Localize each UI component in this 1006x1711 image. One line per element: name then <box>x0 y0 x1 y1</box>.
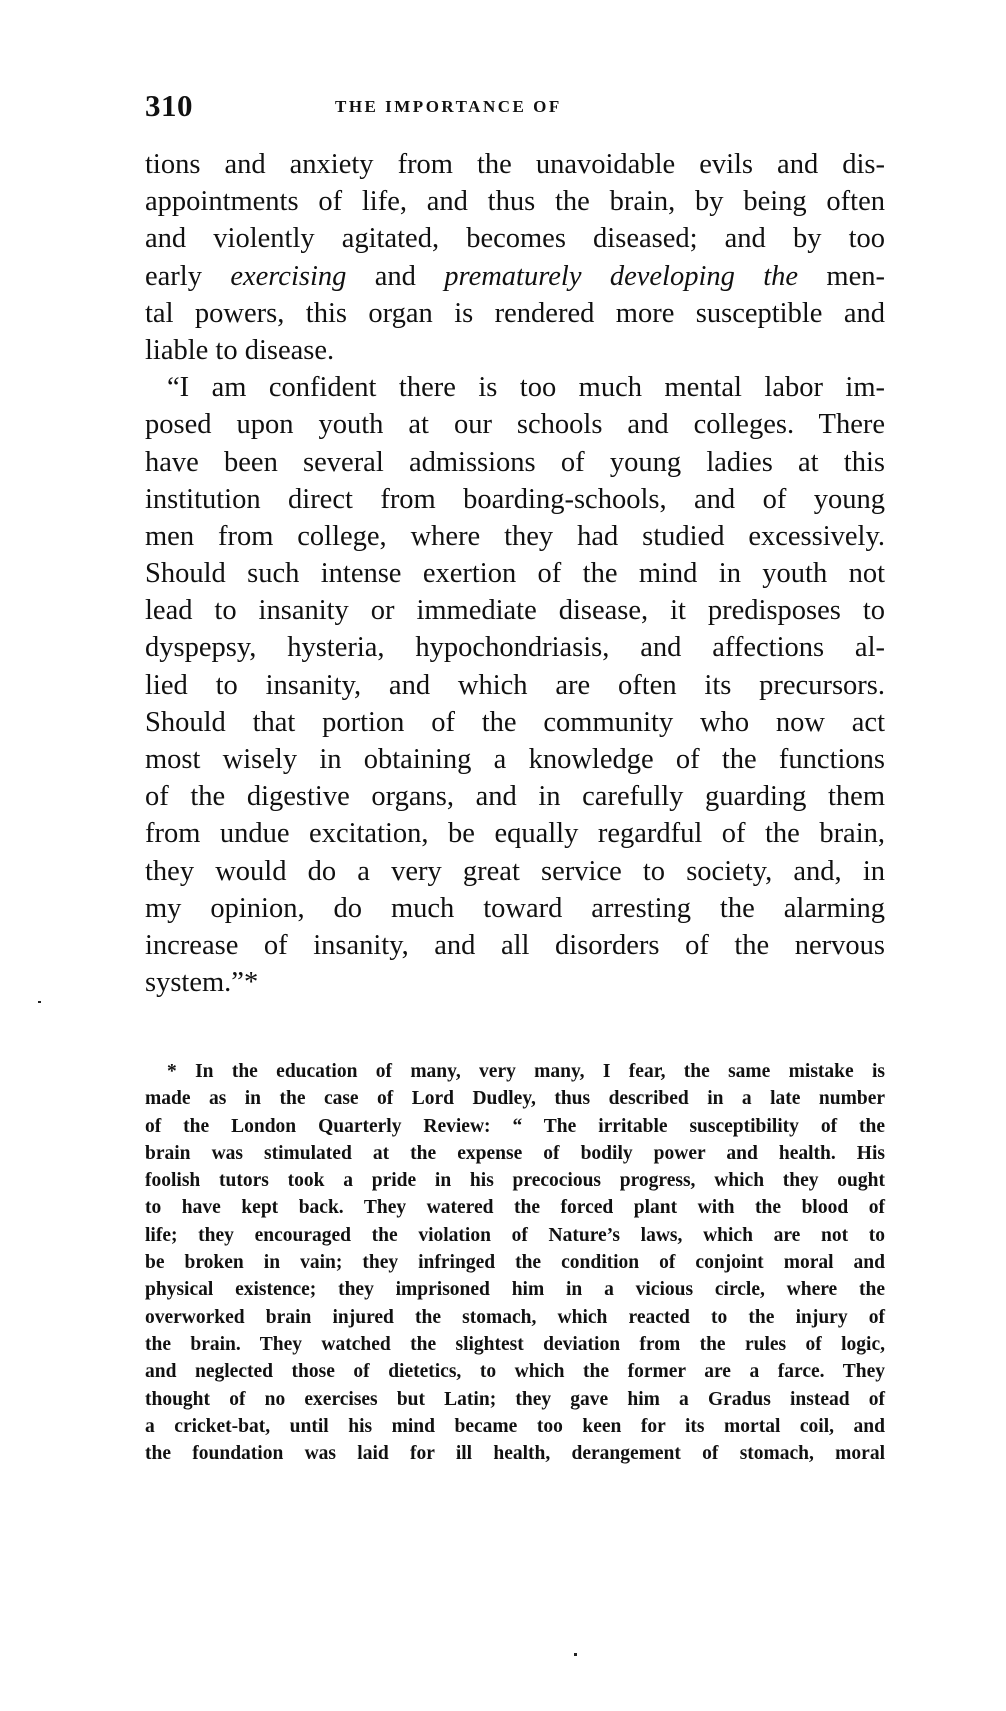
body-line: liable to disease. <box>145 334 335 366</box>
running-head <box>145 88 885 128</box>
body-line: “I am confident there is too much mental labor im- <box>167 372 885 404</box>
footnote <box>145 1058 885 1467</box>
footnote-line: life; they encouraged the violation of Nature’s laws, which are not to <box>145 1224 885 1246</box>
body-line: dyspepsy, hysteria, hypochondriasis, and affections al- <box>145 632 885 664</box>
footnote-line: of the London Quarterly Review: “ The irritable susceptibility of the <box>145 1115 885 1137</box>
body-line: they would do a very great service to society, and, in <box>145 855 885 887</box>
footnote-line: overworked brain injured the stomach, which reacted to the injury of <box>145 1306 885 1328</box>
text-run: men- <box>798 260 885 292</box>
body-line: increase of insanity, and all disorders of the nervous <box>145 929 885 961</box>
body-line: and violently agitated, becomes diseased; and by too <box>145 223 885 255</box>
footnote-line: * In the education of many, very many, I fear, the same mistake is <box>167 1061 885 1082</box>
footnote-line: brain was stimulated at the expense of bodily power and health. His <box>145 1142 885 1164</box>
body-line: posed upon youth at our schools and colleges. There <box>145 409 885 441</box>
body-line: have been several admissions of young ladies at this <box>145 446 885 478</box>
footnote-line: foolish tutors took a pride in his precocious progress, which they ought <box>145 1170 885 1192</box>
body-line: from undue excitation, be equally regardful of the brain, <box>145 818 885 850</box>
body-line: my opinion, do much toward arresting the alarming <box>145 892 885 924</box>
text-run: and <box>346 260 445 292</box>
body-line: men from college, where they had studied excessively. <box>145 520 885 552</box>
body-text <box>145 146 885 1001</box>
scan-speck <box>38 1001 41 1003</box>
body-line: of the digestive organs, and in carefully guarding them <box>145 781 885 813</box>
body-line: appointments of life, and thus the brain, by being often <box>145 186 885 218</box>
body-line: tal powers, this organ is rendered more susceptible and <box>145 297 885 329</box>
footnote-line: and neglected those of dietetics, to which the former are a farce. They <box>145 1361 885 1383</box>
body-line: lied to insanity, and which are often its precursors. <box>145 669 885 701</box>
body-line: tions and anxiety from the unavoidable evils and dis- <box>145 149 885 180</box>
footnote-line: the brain. They watched the slightest deviation from the rules of logic, <box>145 1333 885 1355</box>
footnote-line: be broken in vain; they infringed the condition of conjoint moral and <box>145 1252 885 1274</box>
footnote-line: thought of no exercises but Latin; they gave him a Gradus instead of <box>145 1388 885 1410</box>
body-line: lead to insanity or immediate disease, it predisposes to <box>145 595 885 627</box>
italic-run: exercising <box>230 260 347 292</box>
footnote-line: a cricket-bat, until his mind became too keen for its mortal coil, and <box>145 1415 885 1437</box>
footnote-line: the foundation was laid for ill health, derangement of stomach, moral <box>145 1443 885 1465</box>
italic-run: prematurely developing the <box>444 260 799 292</box>
footnote-line: physical existence; they imprisoned him in a vicious circle, where the <box>145 1279 885 1301</box>
body-line: institution direct from boarding-schools, and of young <box>145 483 885 515</box>
text-run: early <box>145 260 231 292</box>
body-line: Should such intense exertion of the mind in youth not <box>145 558 885 590</box>
body-line: system.”* <box>145 967 259 999</box>
scan-speck <box>574 1653 577 1656</box>
body-line: most wisely in obtaining a knowledge of the functions <box>145 744 885 775</box>
page-number: 310 <box>145 88 193 123</box>
body-line-italic <box>145 258 885 295</box>
footnote-line: made as in the case of Lord Dudley, thus described in a late number <box>145 1088 885 1110</box>
body-line: Should that portion of the community who now act <box>145 706 885 738</box>
running-head-title: THE IMPORTANCE OF <box>335 97 562 116</box>
footnote-line: to have kept back. They watered the forced plant with the blood of <box>145 1197 885 1219</box>
